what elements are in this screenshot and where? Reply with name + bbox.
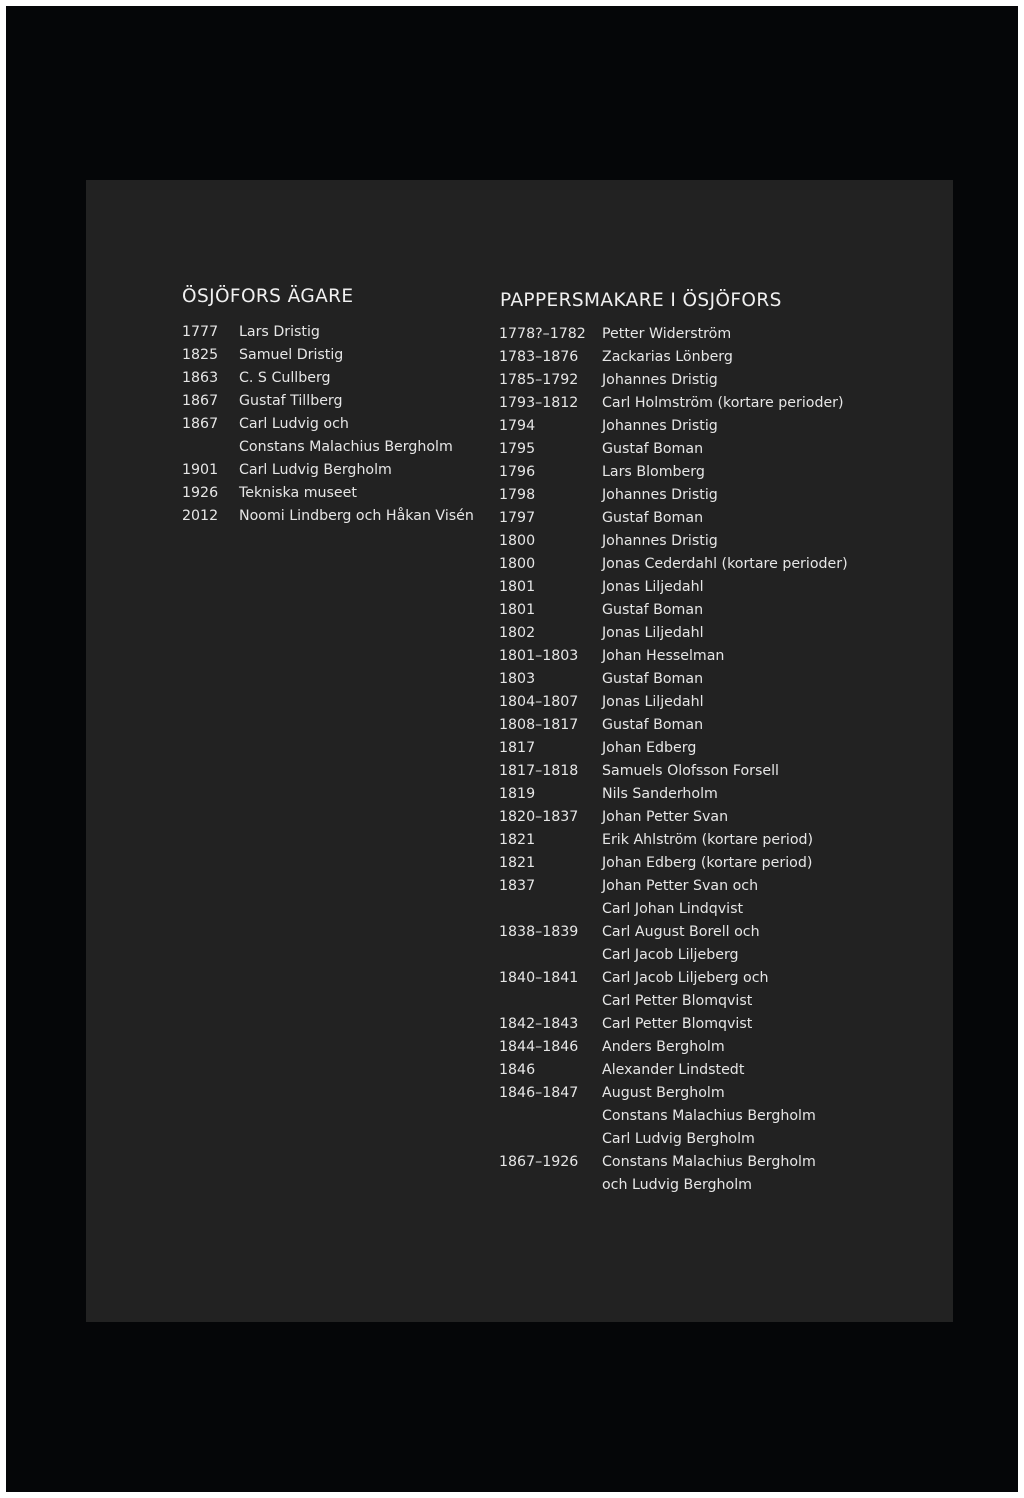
person-name: Jonas Liljedahl <box>602 694 704 710</box>
year: 1838–1839 <box>499 924 579 940</box>
year: 1804–1807 <box>499 694 579 710</box>
owners-list <box>182 321 474 528</box>
person-name: Lars Dristig <box>239 324 320 340</box>
year: 1795 <box>499 441 536 457</box>
papermaker-row <box>499 599 848 622</box>
papermaker-row <box>499 622 848 645</box>
papermaker-row <box>499 484 848 507</box>
year: 1819 <box>499 786 536 802</box>
year: 1863 <box>182 370 219 386</box>
names <box>602 1059 744 1082</box>
year: 1777 <box>182 324 219 340</box>
owner-row <box>182 505 474 528</box>
person-name: Johannes Dristig <box>602 418 718 434</box>
person-name: Carl Ludvig Bergholm <box>602 1131 755 1147</box>
year: 1842–1843 <box>499 1016 579 1032</box>
names <box>602 576 704 599</box>
year: 1844–1846 <box>499 1039 579 1055</box>
person-name: Carl Jacob Liljeberg <box>602 947 739 963</box>
person-name: Johannes Dristig <box>602 533 718 549</box>
person-name: C. S Cullberg <box>239 370 331 386</box>
year: 1846 <box>499 1062 536 1078</box>
scan-background <box>6 6 1018 1492</box>
person-name: Constans Malachius Bergholm <box>239 439 453 455</box>
year: 1867 <box>182 416 219 432</box>
names <box>602 461 705 484</box>
papermaker-row <box>499 760 848 783</box>
names <box>602 530 718 553</box>
person-name: Gustaf Boman <box>602 602 704 618</box>
names <box>602 599 703 622</box>
names <box>239 367 331 390</box>
names <box>602 967 769 1013</box>
year: 1820–1837 <box>499 809 579 825</box>
person-name: Jonas Cederdahl (kortare perioder) <box>602 556 848 572</box>
person-name: och Ludvig Bergholm <box>602 1177 752 1193</box>
names <box>239 459 392 482</box>
year: 1901 <box>182 462 219 478</box>
papermaker-row <box>499 415 848 438</box>
person-name: Anders Bergholm <box>602 1039 725 1055</box>
person-name: Johan Petter Svan och <box>602 878 759 894</box>
names <box>602 691 704 714</box>
names <box>602 806 728 829</box>
papermaker-row <box>499 461 848 484</box>
owner-row <box>182 321 474 344</box>
year: 1800 <box>499 533 536 549</box>
year: 1817–1818 <box>499 763 579 779</box>
year: 1778?–1782 <box>499 326 586 342</box>
person-name: August Bergholm <box>602 1085 725 1101</box>
names <box>239 413 453 459</box>
papermaker-row <box>499 783 848 806</box>
year: 1808–1817 <box>499 717 579 733</box>
owner-row <box>182 344 474 367</box>
person-name: Gustaf Tillberg <box>239 393 343 409</box>
papermaker-row <box>499 967 848 1013</box>
owner-row <box>182 367 474 390</box>
person-name: Constans Malachius Bergholm <box>602 1108 816 1124</box>
owner-row <box>182 390 474 413</box>
person-name: Nils Sanderholm <box>602 786 718 802</box>
person-name: Carl August Borell och <box>602 924 760 940</box>
papermaker-row <box>499 1013 848 1036</box>
papermaker-row <box>499 714 848 737</box>
person-name: Johan Petter Svan <box>602 809 729 825</box>
names <box>602 484 718 507</box>
owner-row <box>182 459 474 482</box>
person-name: Carl Johan Lindqvist <box>602 901 744 917</box>
person-name: Petter Widerström <box>602 326 732 342</box>
papermaker-row <box>499 1082 848 1151</box>
year: 1837 <box>499 878 536 894</box>
year: 1800 <box>499 556 536 572</box>
papermaker-row <box>499 553 848 576</box>
year: 1867 <box>182 393 219 409</box>
year: 1840–1841 <box>499 970 579 986</box>
names <box>602 645 724 668</box>
papermaker-row <box>499 737 848 760</box>
owners-heading: ÖSJÖFORS ÄGARE <box>182 286 354 307</box>
person-name: Johan Hesselman <box>602 648 725 664</box>
person-name: Gustaf Boman <box>602 441 704 457</box>
papermaker-row <box>499 1036 848 1059</box>
names <box>239 482 357 505</box>
names <box>602 1151 816 1197</box>
names <box>602 783 718 806</box>
papermakers-list <box>499 323 848 1197</box>
names <box>239 321 320 344</box>
names <box>602 1082 816 1151</box>
person-name: Constans Malachius Bergholm <box>602 1154 816 1170</box>
names <box>602 507 703 530</box>
person-name: Erik Ahlström (kortare period) <box>602 832 814 848</box>
year: 1793–1812 <box>499 395 579 411</box>
owner-row <box>182 482 474 505</box>
papermaker-row <box>499 346 848 369</box>
person-name: Carl Ludvig Bergholm <box>239 462 392 478</box>
year: 1803 <box>499 671 536 687</box>
names <box>602 921 760 967</box>
person-name: Johan Edberg <box>602 740 697 756</box>
year: 1801–1803 <box>499 648 579 664</box>
year: 1802 <box>499 625 536 641</box>
papermaker-row <box>499 668 848 691</box>
papermaker-row <box>499 438 848 461</box>
names <box>602 392 844 415</box>
names <box>602 760 779 783</box>
person-name: Johannes Dristig <box>602 372 718 388</box>
person-name: Lars Blomberg <box>602 464 705 480</box>
names <box>602 553 848 576</box>
names <box>239 344 343 367</box>
year: 1926 <box>182 485 219 501</box>
papermakers-heading: PAPPERSMAKARE I ÖSJÖFORS <box>500 290 782 311</box>
year: 1785–1792 <box>499 372 579 388</box>
names <box>602 323 731 346</box>
person-name: Johannes Dristig <box>602 487 718 503</box>
person-name: Johan Edberg (kortare period) <box>602 855 813 871</box>
names <box>602 1013 752 1036</box>
papermaker-row <box>499 806 848 829</box>
person-name: Jonas Liljedahl <box>602 579 704 595</box>
person-name: Gustaf Boman <box>602 671 704 687</box>
papermaker-row <box>499 1059 848 1082</box>
person-name: Alexander Lindstedt <box>602 1062 745 1078</box>
year: 1821 <box>499 832 536 848</box>
person-name: Gustaf Boman <box>602 717 704 733</box>
papermaker-row <box>499 392 848 415</box>
year: 1821 <box>499 855 536 871</box>
person-name: Jonas Liljedahl <box>602 625 704 641</box>
papermaker-row <box>499 530 848 553</box>
papermaker-row <box>499 507 848 530</box>
papermaker-row <box>499 921 848 967</box>
year: 1817 <box>499 740 536 756</box>
names <box>602 714 703 737</box>
year: 1846–1847 <box>499 1085 579 1101</box>
person-name: Carl Jacob Liljeberg och <box>602 970 769 986</box>
names <box>602 438 703 461</box>
papermaker-row <box>499 1151 848 1197</box>
year: 1801 <box>499 602 536 618</box>
names <box>602 369 718 392</box>
person-name: Tekniska museet <box>239 485 357 501</box>
owner-row <box>182 413 474 459</box>
year: 2012 <box>182 508 219 524</box>
papermaker-row <box>499 576 848 599</box>
names <box>239 505 474 528</box>
papermaker-row <box>499 323 848 346</box>
person-name: Carl Ludvig och <box>239 416 349 432</box>
year: 1798 <box>499 487 536 503</box>
person-name: Carl Petter Blomqvist <box>602 1016 753 1032</box>
names <box>602 622 704 645</box>
person-name: Samuel Dristig <box>239 347 344 363</box>
names <box>602 875 758 921</box>
names <box>602 737 696 760</box>
year: 1867–1926 <box>499 1154 579 1170</box>
papermaker-row <box>499 369 848 392</box>
names <box>602 346 733 369</box>
year: 1794 <box>499 418 536 434</box>
names <box>602 668 703 691</box>
year: 1797 <box>499 510 536 526</box>
names <box>602 829 813 852</box>
names <box>239 390 343 413</box>
papermaker-row <box>499 645 848 668</box>
person-name: Noomi Lindberg och Håkan Visén <box>239 508 474 524</box>
papermaker-row <box>499 852 848 875</box>
names <box>602 852 812 875</box>
person-name: Zackarias Lönberg <box>602 349 733 365</box>
person-name: Carl Petter Blomqvist <box>602 993 753 1009</box>
year: 1801 <box>499 579 536 595</box>
year: 1783–1876 <box>499 349 579 365</box>
person-name: Carl Holmström (kortare perioder) <box>602 395 844 411</box>
year: 1825 <box>182 347 219 363</box>
year: 1796 <box>499 464 536 480</box>
papermaker-row <box>499 829 848 852</box>
papermaker-row <box>499 875 848 921</box>
names <box>602 1036 725 1059</box>
document-page <box>86 180 953 1322</box>
names <box>602 415 718 438</box>
person-name: Gustaf Boman <box>602 510 704 526</box>
papermaker-row <box>499 691 848 714</box>
person-name: Samuels Olofsson Forsell <box>602 763 780 779</box>
